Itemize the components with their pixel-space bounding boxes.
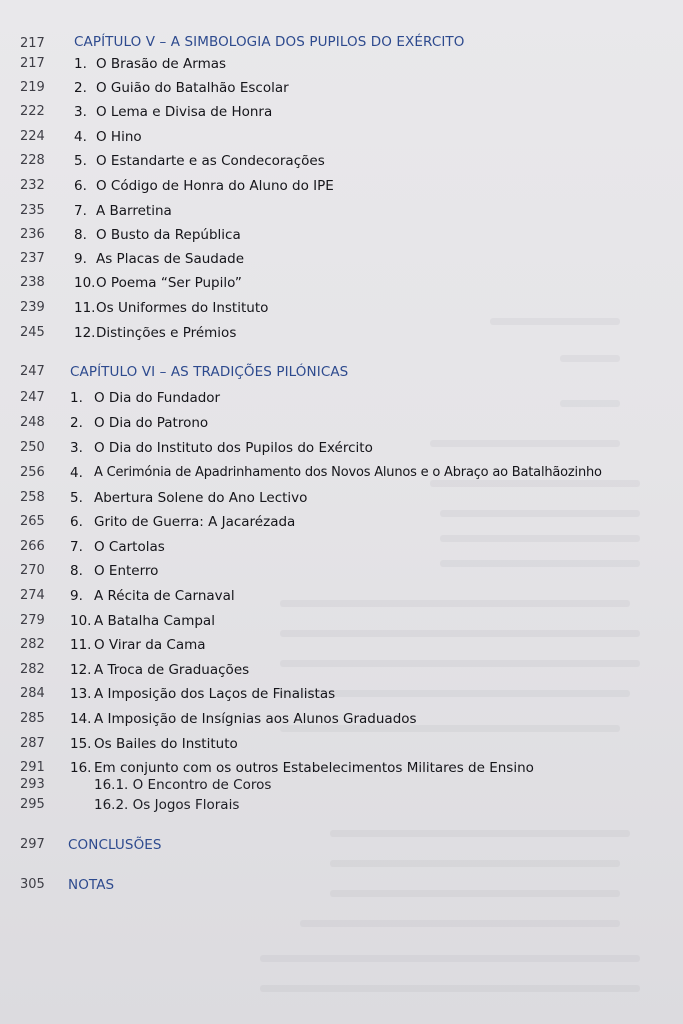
page-number: 285: [20, 711, 45, 726]
entry-title: A Récita de Carnaval: [94, 588, 235, 604]
section-title: CONCLUSÕES: [68, 837, 162, 853]
page-number: 235: [20, 203, 45, 218]
entry-title: A Cerimónia de Apadrinhamento dos Novos Alunos e o Abraço ao Batalhãozinho: [94, 465, 602, 480]
entry-title: O Guião do Batalhão Escolar: [96, 80, 289, 96]
entry-title: A Imposição de Insígnias aos Alunos Graduados: [94, 711, 417, 727]
entry-number: 7.: [70, 539, 83, 555]
entry-number: 10.: [74, 275, 96, 291]
entry-number: 6.: [70, 514, 83, 530]
toc-subentry: [0, 797, 683, 817]
toc-entry: [0, 80, 683, 100]
toc-entry: [0, 662, 683, 682]
entry-number: 4.: [74, 129, 87, 145]
entry-title: A Troca de Graduações: [94, 662, 250, 678]
page-number: 293: [20, 777, 45, 792]
toc-entry: [0, 56, 683, 76]
entry-title: O Busto da República: [96, 227, 241, 243]
toc-entry: [0, 104, 683, 124]
entry-title: O Estandarte e as Condecorações: [96, 153, 325, 169]
entry-title: O Lema e Divisa de Honra: [96, 104, 273, 120]
entry-title: O Brasão de Armas: [96, 56, 227, 72]
page-number: 250: [20, 440, 45, 455]
page-number: 274: [20, 588, 45, 603]
toc-conclusoes: [0, 837, 683, 857]
page-number: 247: [20, 364, 45, 379]
subentry-title: 16.1. O Encontro de Coros: [94, 777, 272, 793]
page-number: 239: [20, 300, 45, 315]
entry-title: Grito de Guerra: A Jacarézada: [94, 514, 296, 530]
toc-entry: [0, 686, 683, 706]
page-number: 297: [20, 837, 45, 852]
toc-chapter-5: [0, 36, 683, 56]
entry-number: 2.: [70, 415, 83, 431]
toc-entry: [0, 390, 683, 410]
toc-entry: [0, 129, 683, 149]
page-number: 238: [20, 275, 45, 290]
page-number: 270: [20, 563, 45, 578]
entry-number: 5.: [70, 490, 83, 506]
toc-entry: [0, 465, 683, 485]
entry-number: 6.: [74, 178, 87, 194]
toc-entry: [0, 251, 683, 271]
entry-title: O Cartolas: [94, 539, 165, 555]
entry-title: Em conjunto com os outros Estabelecimentos Militares de Ensino: [94, 760, 534, 776]
page-number: 217: [20, 36, 45, 51]
page-number: 291: [20, 760, 45, 775]
entry-number: 3.: [70, 440, 83, 456]
toc-entry: [0, 613, 683, 633]
page-number: 287: [20, 736, 45, 751]
toc-entry: [0, 563, 683, 583]
toc-entry: [0, 325, 683, 345]
toc-entry: [0, 539, 683, 559]
page-number: 282: [20, 637, 45, 652]
entry-number: 9.: [70, 588, 83, 604]
toc-entry: [0, 153, 683, 173]
page-number: 282: [20, 662, 45, 677]
entry-number: 9.: [74, 251, 87, 267]
page-number: 305: [20, 877, 45, 892]
page-number: 237: [20, 251, 45, 266]
page-number: 232: [20, 178, 45, 193]
page-number: 266: [20, 539, 45, 554]
entry-number: 16.: [70, 760, 92, 776]
entry-number: 1.: [70, 390, 83, 406]
entry-title: A Batalha Campal: [94, 613, 215, 629]
toc-entry: [0, 514, 683, 534]
entry-number: 3.: [74, 104, 87, 120]
page-number: 245: [20, 325, 45, 340]
entry-title: O Virar da Cama: [94, 637, 206, 653]
page-number: 265: [20, 514, 45, 529]
entry-number: 1.: [74, 56, 87, 72]
page-number: 222: [20, 104, 45, 119]
entry-number: 10.: [70, 613, 92, 629]
entry-title: O Poema “Ser Pupilo”: [96, 275, 242, 291]
toc-entry: [0, 637, 683, 657]
entry-number: 11.: [70, 637, 92, 653]
entry-number: 4.: [70, 465, 83, 481]
entry-title: Os Uniformes do Instituto: [96, 300, 269, 316]
page-number: 236: [20, 227, 45, 242]
entry-number: 11.: [74, 300, 96, 316]
toc-chapter-6: [0, 364, 683, 384]
page-number: 279: [20, 613, 45, 628]
entry-title: O Dia do Patrono: [94, 415, 209, 431]
toc-notas: [0, 877, 683, 897]
toc-entry: [0, 736, 683, 756]
entry-number: 12.: [70, 662, 92, 678]
entry-title: As Placas de Saudade: [96, 251, 245, 267]
page-number: 224: [20, 129, 45, 144]
entry-title: O Hino: [96, 129, 142, 145]
chapter-title: CAPÍTULO V – A SIMBOLOGIA DOS PUPILOS DO EXÉRCITO: [74, 34, 465, 50]
entry-number: 7.: [74, 203, 87, 219]
entry-title: O Código de Honra do Aluno do IPE: [96, 178, 334, 194]
page-number: 248: [20, 415, 45, 430]
entry-title: A Imposição dos Laços de Finalistas: [94, 686, 336, 702]
toc-entry: [0, 440, 683, 460]
entry-title: O Enterro: [94, 563, 159, 579]
page-number: 256: [20, 465, 45, 480]
toc-entry: [0, 490, 683, 510]
entry-title: Distinções e Prémios: [96, 325, 237, 341]
toc-entry: [0, 415, 683, 435]
entry-number: 12.: [74, 325, 96, 341]
page-number: 295: [20, 797, 45, 812]
entry-number: 14.: [70, 711, 92, 727]
page-number: 284: [20, 686, 45, 701]
entry-title: O Dia do Instituto dos Pupilos do Exército: [94, 440, 373, 456]
entry-title: A Barretina: [96, 203, 172, 219]
toc-entry: [0, 711, 683, 731]
chapter-title: CAPÍTULO VI – AS TRADIÇÕES PILÓNICAS: [70, 364, 349, 380]
toc-entry: [0, 178, 683, 198]
entry-number: 8.: [70, 563, 83, 579]
entry-title: Abertura Solene do Ano Lectivo: [94, 490, 308, 506]
toc-entry: [0, 300, 683, 320]
entry-number: 8.: [74, 227, 87, 243]
entry-number: 2.: [74, 80, 87, 96]
entry-number: 15.: [70, 736, 92, 752]
entry-number: 13.: [70, 686, 92, 702]
page-number: 228: [20, 153, 45, 168]
page-number: 217: [20, 56, 45, 71]
page-number: 258: [20, 490, 45, 505]
toc-entry: [0, 227, 683, 247]
toc-subentry: [0, 777, 683, 797]
subentry-title: 16.2. Os Jogos Florais: [94, 797, 240, 813]
page-number: 219: [20, 80, 45, 95]
toc-entry: [0, 203, 683, 223]
toc-entry: [0, 275, 683, 295]
entry-title: Os Bailes do Instituto: [94, 736, 238, 752]
entry-number: 5.: [74, 153, 87, 169]
entry-title: O Dia do Fundador: [94, 390, 221, 406]
section-title: NOTAS: [68, 877, 115, 893]
toc-entry: [0, 588, 683, 608]
page-number: 247: [20, 390, 45, 405]
